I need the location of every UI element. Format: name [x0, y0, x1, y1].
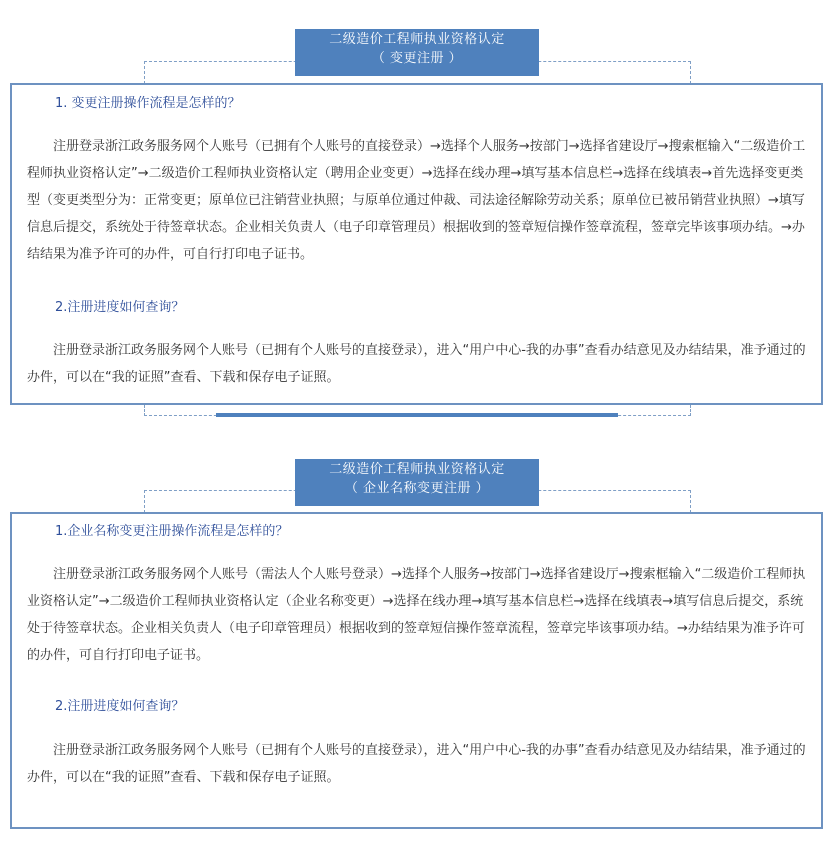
section1-answer-1: 注册登录浙江政务服务网个人账号（已拥有个人账号的直接登录）→选择个人服务→按部门→选择省建设厅→搜索框输入“二级造价工程师执业资格认定”→二级造价工程师执业资格认定（聘用企业变更）→选择在线办理→填写基本信息栏→选择在线填表→首先选择变更类型（变更类型分为：正常变更；原单位已注销营业执照；与原单位通过仲裁、司法途径解除劳动关系；原单位已被吊销营业执照）→填写信息后提交，系统处于待签章状态。企业相关负责人（电子印章管理员）根据收到的签章短信操作签章流程，签章完毕该事项办结。→办结结果为准予许可的办件，可自行打印电子证书。	[27, 139, 806, 262]
section2-answer-1: 注册登录浙江政务服务网个人账号（需法人个人账号登录）→选择个人服务→按部门→选择省建设厅→搜索框输入“二级造价工程师执业资格认定”→二级造价工程师执业资格认定（企业名称变更）→选择在线办理→填写基本信息栏→选择在线填表→填写信息后提交，系统处于待签章状态。企业相关负责人（电子印章管理员）根据收到的签章短信操作签章流程，签章完毕该事项办结。→办结结果为准予许可的办件，可自行打印电子证书。	[27, 567, 806, 663]
section1-banner-subtitle: （ 变更注册 ）	[371, 51, 463, 66]
section2-question-1-title: 1.企业名称变更注册操作流程是怎样的？	[55, 524, 289, 539]
section1-question-1-title: 1. 变更注册操作流程是怎样的？	[55, 96, 241, 111]
section2-banner-subtitle: （ 企业名称变更注册 ）	[344, 481, 490, 496]
section1-answer-2: 注册登录浙江政务服务网个人账号（已拥有个人账号的直接登录），进入“用户中心-我的办事”查看办结意见及办结结果，准予通过的办件，可以在“我的证照”查看、下载和保存电子证照。	[27, 343, 806, 385]
section2-banner	[295, 459, 539, 506]
section1-banner	[295, 29, 539, 76]
section1-bottom-rule	[216, 413, 618, 417]
section1-banner-title: 二级造价工程师执业资格认定	[329, 32, 505, 47]
section2-question-2-title: 2.注册进度如何查询？	[55, 699, 185, 714]
section2-banner-title: 二级造价工程师执业资格认定	[329, 462, 505, 477]
section2-answer-2: 注册登录浙江政务服务网个人账号（已拥有个人账号的直接登录），进入“用户中心-我的办事”查看办结意见及办结结果，准予通过的办件，可以在“我的证照”查看、下载和保存电子证照。	[27, 743, 806, 785]
section1-question-2-title: 2.注册进度如何查询？	[55, 300, 185, 315]
